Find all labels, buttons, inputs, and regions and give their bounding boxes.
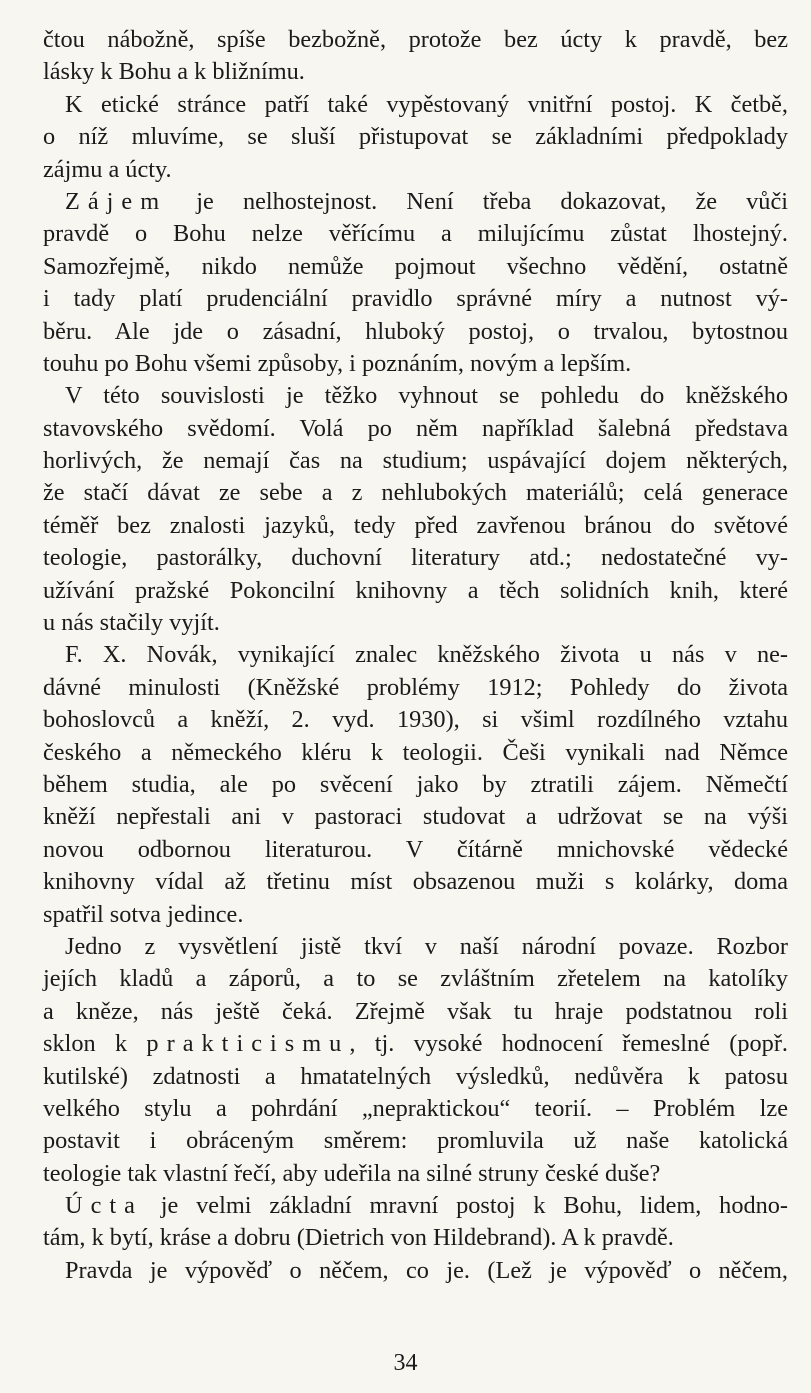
text-line: Pravda je výpověď o něčem, co je. (Lež je výpověď o něčem, [65, 1256, 788, 1284]
text-line: kutilské) zdatnosti a hmatatelných výsledků, nedůvěra k patosu [43, 1062, 788, 1090]
text-line: běru. Ale jde o zásadní, hluboký postoj, o trvalou, bytostnou [43, 317, 788, 345]
spaced-emphasis: Úcta [65, 1192, 143, 1220]
text-line: touhu po Bohu všemi způsoby, i poznáním, novým a lepším. [43, 349, 632, 377]
text-line: novou odbornou literaturou. V čítárně mnichovské vědecké [43, 835, 788, 863]
text-line: V této souvislosti je těžko vyhnout se pohledu do kněžského [65, 382, 788, 410]
line-text: , tj. vysoké hodnocení řemeslné (popř. [349, 1030, 788, 1058]
text-line: Jedno z vysvětlení jistě tkví v naší národní povaze. Rozbor [65, 932, 788, 960]
text-line: stavovského svědomí. Volá po něm například šalebná představa [43, 414, 788, 442]
text-line: během studia, ale po svěcení jako by ztratili zájem. Němečtí [43, 770, 788, 798]
line-text: je velmi základní mravní postoj k Bohu, lidem, hodno- [142, 1192, 788, 1220]
text-line: F. X. Novák, vynikající znalec kněžského života u nás v ne- [65, 641, 788, 669]
text-line [43, 1028, 788, 1060]
text-line: teologie, pastorálky, duchovní literatury atd.; nedostatečné vy- [43, 544, 788, 572]
text-line: postavit i obráceným směrem: promluvila už naše katolická [43, 1127, 788, 1155]
spaced-emphasis: Zájem [65, 187, 168, 215]
text-line: užívání pražské Pokoncilní knihovny a těch solidních knih, které [43, 576, 788, 604]
line-text: je nelhostejnost. Není třeba dokazovat, že vůči [167, 187, 788, 215]
text-line: a kněze, nás ještě čeká. Zřejmě však tu hraje podstatnou roli [43, 997, 788, 1025]
text-line: českého a německého kléru k teologii. Češi vynikali nad Němce [43, 738, 788, 766]
text-line: že stačí dávat ze sebe a z nehlubokých materiálů; celá generace [43, 479, 788, 507]
text-line: Samozřejmě, nikdo nemůže pojmout všechno vědění, ostatně [43, 252, 788, 280]
text-line: lásky k Bohu a k bližnímu. [43, 58, 305, 86]
text-line: pravdě o Bohu nelze věřícímu a milujícímu zůstat lhostejný. [43, 220, 788, 248]
text-line: i tady platí prudenciální pravidlo správné míry a nutnost vý- [43, 285, 788, 313]
text-line: tám, k bytí, kráse a dobru (Dietrich von Hildebrand). A k pravdě. [43, 1224, 674, 1252]
text-line: u nás stačily vyjít. [43, 609, 220, 637]
text-line: bohoslovců a kněží, 2. vyd. 1930), si všiml rozdílného vztahu [43, 706, 788, 734]
text-line: čtou nábožně, spíše bezbožně, protože bez úcty k pravdě, bez [43, 26, 788, 53]
text-line: K etické stránce patří také vypěstovaný vnitřní postoj. K četbě, [65, 90, 788, 118]
text-line: jejích kladů a záporů, a to se zvláštním zřetelem na katolíky [43, 965, 788, 993]
text-line: dávné minulosti (Kněžské problémy 1912; Pohledy do života [43, 673, 788, 701]
text-line: horlivých, že nemají čas na studium; uspávající dojem některých, [43, 447, 788, 475]
text-line: spatřil sotva jedince. [43, 900, 244, 928]
spaced-emphasis: prakticismu [146, 1030, 350, 1058]
text-line: knihovny vídal až třetinu míst obsazenou muži s kolárky, doma [43, 868, 788, 896]
text-line: o níž mluvíme, se sluší přistupovat se základními předpoklady [43, 123, 788, 151]
text-line: teologie tak vlastní řečí, aby udeřila na silné struny české duše? [43, 1159, 661, 1187]
text-line [43, 1190, 788, 1222]
page-number: 34 [393, 1350, 418, 1376]
text-line [43, 186, 788, 218]
text-line: zájmu a úcty. [43, 155, 172, 183]
text-line: velkého stylu a pohrdání „nepraktickou“ teorií. – Problém lze [43, 1094, 788, 1122]
text-line: kněží nepřestali ani v pastoraci studovat a udržovat se na výši [43, 803, 788, 831]
text-line: téměř bez znalosti jazyků, tedy před zavřenou bránou do světové [43, 511, 788, 539]
line-text: sklon k [43, 1030, 147, 1058]
body-text [43, 24, 788, 1287]
